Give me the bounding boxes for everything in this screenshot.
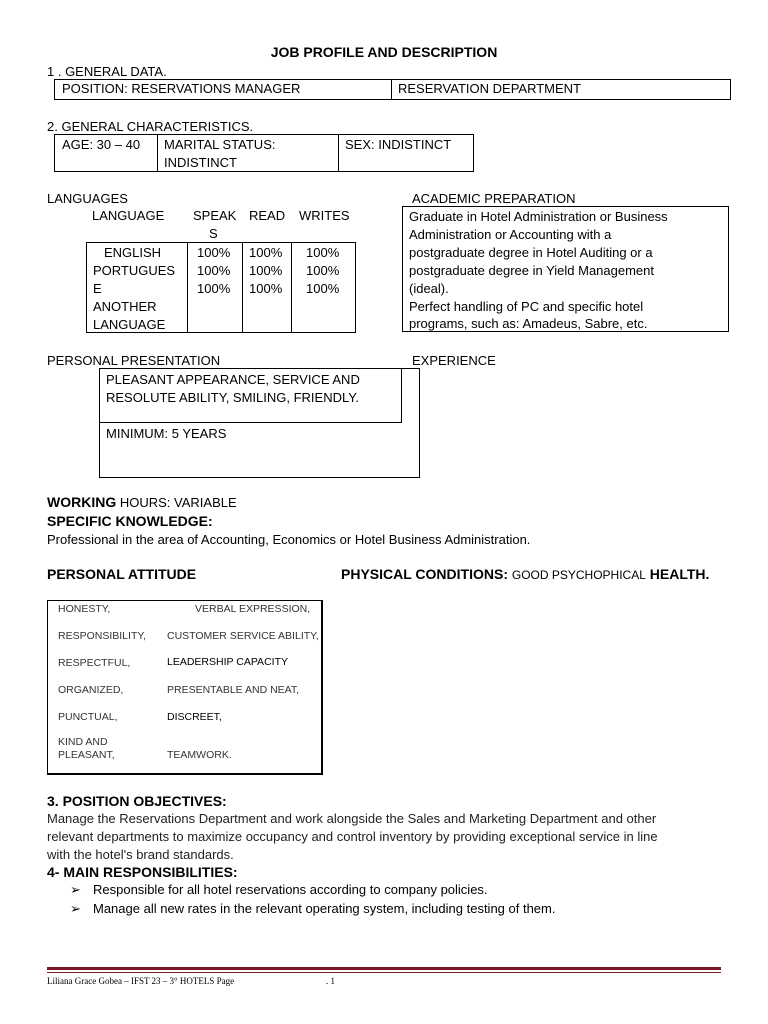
marital-status-label: MARITAL STATUS: [164,137,276,152]
general-characteristics-table [54,134,474,172]
languages-col-writes: WRITES [299,208,350,223]
marital-status-value: INDISTINCT [164,155,237,170]
speaks-value: 100% [197,245,231,260]
objectives-heading: 3. POSITION OBJECTIVES: [47,793,227,809]
attitude-item: PUNCTUAL, [58,711,118,723]
sex-cell: SEX: INDISTINCT [345,137,452,152]
presentation-line: PLEASANT APPEARANCE, SERVICE AND [106,372,360,387]
objectives-line: Manage the Reservations Department and work alongside the Sales and Marketing Department and other [47,811,657,826]
attitude-item: PLEASANT, [58,749,115,761]
speaks-value: 100% [197,263,231,278]
age-cell: AGE: 30 – 40 [62,137,141,152]
presentation-line: RESOLUTE ABILITY, SMILING, FRIENDLY. [106,390,359,405]
footer-rule-thick [47,967,721,970]
attitude-item: KIND AND [58,736,108,748]
language-name: ANOTHER [93,299,157,314]
academic-line: Graduate in Hotel Administration or Business [409,209,668,224]
responsibility-item: Responsible for all hotel reservations according to company policies. [93,882,488,897]
academic-line: Perfect handling of PC and specific hotel [409,299,644,314]
footer-author: Liliana Grace Gobea – IFST 23 – 3° HOTELS Page [47,976,235,986]
attitude-item: HONESTY, [58,603,111,615]
working-value: HOURS: VARIABLE [119,495,237,510]
attitude-item: CUSTOMER SERVICE ABILITY, [167,630,319,642]
responsibilities-heading: 4- MAIN RESPONSIBILITIES: [47,864,238,880]
physical-suffix: HEALTH. [649,566,710,582]
writes-value: 100% [306,245,340,260]
footer-page-number: . 1 [326,976,335,986]
experience-value: MINIMUM: 5 YEARS [106,426,227,441]
responsibility-item: Manage all new rates in the relevant operating system, including testing of them. [93,901,556,916]
specific-knowledge-text: Professional in the area of Accounting, Economics or Hotel Business Administration. [47,532,531,547]
position-cell: POSITION: RESERVATIONS MANAGER [62,81,301,96]
languages-heading: LANGUAGES [47,191,128,206]
experience-heading: EXPERIENCE [412,353,496,368]
academic-line: (ideal). [409,281,449,296]
writes-value: 100% [306,263,340,278]
personal-attitude-heading: PERSONAL ATTITUDE [47,566,197,582]
attitude-item: TEAMWORK. [167,749,232,761]
academic-line: postgraduate degree in Yield Management [409,263,655,278]
page-title: JOB PROFILE AND DESCRIPTION [270,44,498,60]
presentation-heading: PERSONAL PRESENTATION [47,353,221,368]
language-name: PORTUGUES [93,263,176,278]
physical-conditions [341,565,709,584]
read-value: 100% [249,245,283,260]
languages-col-read: READ [249,208,286,223]
department-cell: RESERVATION DEPARTMENT [398,81,581,96]
footer-rule-thin [47,972,721,973]
physical-label: PHYSICAL CONDITIONS: [341,566,508,582]
bullet-arrow-icon: ➢ [70,901,81,916]
attitude-item: RESPECTFUL, [58,657,131,669]
attitude-item: ORGANIZED, [58,684,124,696]
academic-heading: ACADEMIC PREPARATION [412,191,576,206]
language-name: ENGLISH [104,245,162,260]
languages-col-language: LANGUAGE [92,208,165,223]
working-label: WORKING [47,494,117,510]
read-value: 100% [249,263,283,278]
languages-col-speaks: SPEAK [193,208,237,223]
attitude-item: LEADERSHIP CAPACITY [167,656,288,668]
language-name: LANGUAGE [93,317,166,332]
languages-col-speaks-wrap: S [209,226,218,241]
academic-line: Administration or Accounting with a [409,227,612,242]
bullet-arrow-icon: ➢ [70,882,81,897]
attitude-item: VERBAL EXPRESSION, [195,603,311,615]
personal-attitude-box [47,600,323,775]
languages-table [86,242,356,333]
physical-value: GOOD PSYCHOPHICAL [511,568,646,582]
general-data-table [54,79,731,100]
read-value: 100% [249,281,283,296]
objectives-line: with the hotel's brand standards. [47,847,234,862]
working-hours [47,492,237,513]
specific-knowledge-heading: SPECIFIC KNOWLEDGE: [47,513,213,529]
writes-value: 100% [306,281,340,296]
academic-line: postgraduate degree in Hotel Auditing or a [409,245,653,260]
attitude-item: DISCREET, [167,711,222,723]
academic-box [402,206,729,332]
speaks-value: 100% [197,281,231,296]
attitude-item: PRESENTABLE AND NEAT, [167,684,300,696]
section2-heading: 2. GENERAL CHARACTERISTICS. [47,119,254,134]
section1-heading: 1 . GENERAL DATA. [47,64,167,79]
academic-line: programs, such as: Amadeus, Sabre, etc. [409,316,648,331]
objectives-line: relevant departments to maximize occupancy and control inventory by providing exceptional service in line [47,829,658,844]
language-name: E [93,281,102,296]
attitude-item: RESPONSIBILITY, [58,630,146,642]
